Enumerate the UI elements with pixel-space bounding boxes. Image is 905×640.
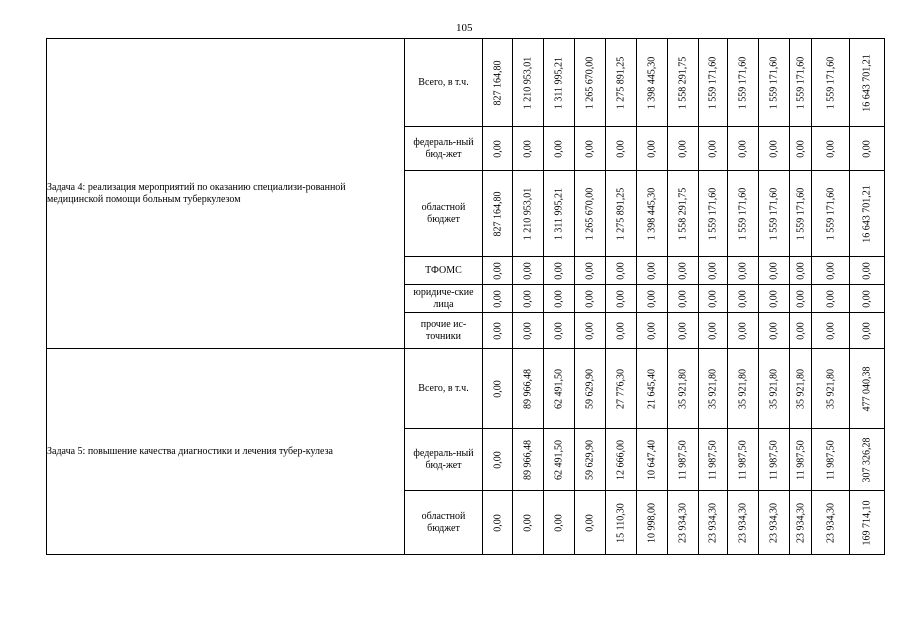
value-cell: [606, 313, 637, 349]
value-cell: [699, 491, 728, 555]
value-cell: [637, 313, 668, 349]
value-text: 11 987,50: [795, 439, 806, 480]
value-cell: [668, 285, 699, 313]
value-text: 15 110,30: [615, 502, 627, 543]
value-text: 35 921,80: [825, 368, 836, 409]
value-cell: [790, 171, 812, 257]
value-text: 0,00: [646, 261, 658, 280]
value-cell: [575, 39, 606, 127]
value-text: 0,00: [492, 450, 503, 469]
value-cell: [850, 171, 885, 257]
value-cell: [790, 491, 812, 555]
value-cell: [575, 171, 606, 257]
value-cell: [575, 285, 606, 313]
value-cell: [790, 313, 812, 349]
value-text: 1 558 291,75: [677, 187, 689, 240]
value-cell: [483, 127, 513, 171]
value-cell: [850, 491, 885, 555]
value-text: 0,00: [707, 261, 719, 280]
value-cell: [668, 257, 699, 285]
value-cell: [513, 171, 544, 257]
value-cell: [699, 127, 728, 171]
value-text: 1 559 171,60: [768, 56, 780, 109]
value-text: 827 164,80: [492, 191, 503, 236]
value-cell: [699, 171, 728, 257]
task-title: Задача 4: реализация мероприятий по оказанию специализи-рованной медицинской помощи больным туберкулезом: [47, 39, 405, 349]
value-cell: [637, 171, 668, 257]
value-text: 0,00: [861, 289, 873, 308]
value-text: 0,00: [768, 321, 780, 340]
value-text: 0,00: [553, 513, 565, 532]
funding-source: Всего, в т.ч.: [405, 39, 483, 127]
value-text: 1 265 670,00: [584, 56, 596, 109]
value-cell: [637, 127, 668, 171]
value-cell: [759, 429, 790, 491]
value-text: 0,00: [677, 321, 689, 340]
value-cell: [544, 491, 575, 555]
value-text: 23 934,30: [825, 502, 836, 543]
value-cell: [759, 171, 790, 257]
value-text: 0,00: [492, 513, 503, 532]
value-text: 35 921,80: [795, 368, 806, 409]
page-number: 105: [456, 22, 473, 34]
value-text: 59 629,90: [584, 439, 596, 480]
value-cell: [812, 285, 850, 313]
value-text: 23 934,30: [707, 502, 719, 543]
value-cell: [513, 127, 544, 171]
budget-table: [46, 38, 885, 555]
value-text: 0,00: [795, 289, 806, 308]
value-text: 0,00: [522, 139, 534, 158]
value-text: 10 647,40: [646, 439, 658, 480]
value-text: 0,00: [707, 289, 719, 308]
value-cell: [575, 127, 606, 171]
value-text: 1 311 995,21: [553, 187, 565, 240]
value-cell: [699, 313, 728, 349]
value-text: 35 921,80: [707, 368, 719, 409]
value-cell: [668, 127, 699, 171]
value-text: 0,00: [795, 321, 806, 340]
value-cell: [850, 39, 885, 127]
value-text: 1 559 171,60: [825, 187, 836, 240]
value-text: 0,00: [584, 261, 596, 280]
value-cell: [728, 313, 759, 349]
value-text: 1 559 171,60: [707, 56, 719, 109]
value-cell: [513, 39, 544, 127]
value-text: 0,00: [825, 321, 836, 340]
funding-source: областной бюджет: [405, 171, 483, 257]
value-cell: [812, 491, 850, 555]
value-text: 62 491,50: [553, 368, 565, 409]
value-cell: [812, 127, 850, 171]
value-text: 27 776,30: [615, 368, 627, 409]
value-cell: [606, 429, 637, 491]
value-text: 0,00: [553, 139, 565, 158]
value-cell: [728, 39, 759, 127]
value-text: 1 275 891,25: [615, 187, 627, 240]
value-text: 35 921,80: [677, 368, 689, 409]
value-cell: [790, 257, 812, 285]
table-row: [47, 39, 885, 127]
value-cell: [699, 429, 728, 491]
value-text: 1 210 953,01: [522, 187, 534, 240]
funding-source: федераль-ный бюд-жет: [405, 127, 483, 171]
value-text: 1 559 171,60: [768, 187, 780, 240]
value-cell: [637, 285, 668, 313]
value-cell: [850, 257, 885, 285]
value-cell: [575, 429, 606, 491]
value-cell: [544, 349, 575, 429]
value-text: 1 559 171,60: [795, 187, 806, 240]
value-text: 1 210 953,01: [522, 56, 534, 109]
value-text: 0,00: [795, 139, 806, 158]
value-cell: [812, 349, 850, 429]
value-cell: [483, 39, 513, 127]
value-text: 1 275 891,25: [615, 56, 627, 109]
value-cell: [483, 313, 513, 349]
value-text: 23 934,30: [677, 502, 689, 543]
value-text: 16 643 701,21: [861, 53, 873, 112]
value-cell: [728, 127, 759, 171]
value-text: 0,00: [615, 261, 627, 280]
table-row: [47, 349, 885, 429]
value-text: 23 934,30: [768, 502, 780, 543]
value-text: 11 987,50: [768, 439, 780, 480]
value-text: 0,00: [737, 261, 749, 280]
value-cell: [606, 257, 637, 285]
value-cell: [606, 349, 637, 429]
value-text: 11 987,50: [825, 439, 836, 480]
value-text: 0,00: [768, 289, 780, 308]
funding-source: областной бюджет: [405, 491, 483, 555]
funding-source: федераль-ный бюд-жет: [405, 429, 483, 491]
value-text: 23 934,30: [795, 502, 806, 543]
value-cell: [790, 39, 812, 127]
value-cell: [790, 285, 812, 313]
value-text: 0,00: [492, 289, 503, 308]
value-text: 0,00: [795, 261, 806, 280]
value-text: 0,00: [677, 289, 689, 308]
value-text: 1 559 171,60: [737, 187, 749, 240]
value-text: 62 491,50: [553, 439, 565, 480]
value-text: 59 629,90: [584, 368, 596, 409]
value-text: 0,00: [615, 139, 627, 158]
funding-source: юридиче-ские лица: [405, 285, 483, 313]
value-text: 0,00: [553, 289, 565, 308]
value-text: 89 966,48: [522, 439, 534, 480]
value-text: 0,00: [861, 321, 873, 340]
value-cell: [483, 429, 513, 491]
value-text: 12 666,00: [615, 439, 627, 480]
value-cell: [812, 171, 850, 257]
value-cell: [637, 429, 668, 491]
value-cell: [759, 285, 790, 313]
value-text: 1 559 171,60: [707, 187, 719, 240]
value-cell: [513, 285, 544, 313]
value-cell: [728, 491, 759, 555]
value-text: 0,00: [646, 139, 658, 158]
value-text: 1 559 171,60: [825, 56, 836, 109]
value-cell: [575, 349, 606, 429]
value-cell: [544, 127, 575, 171]
value-cell: [606, 171, 637, 257]
value-cell: [483, 285, 513, 313]
value-text: 0,00: [492, 261, 503, 280]
value-text: 35 921,80: [768, 368, 780, 409]
value-cell: [668, 171, 699, 257]
value-text: 307 326,28: [861, 437, 873, 482]
value-text: 0,00: [615, 321, 627, 340]
value-text: 1 398 445,30: [646, 56, 658, 109]
value-cell: [668, 491, 699, 555]
value-cell: [699, 285, 728, 313]
value-cell: [575, 313, 606, 349]
value-text: 0,00: [553, 321, 565, 340]
value-cell: [483, 257, 513, 285]
value-text: 0,00: [677, 139, 689, 158]
value-text: 23 934,30: [737, 502, 749, 543]
value-cell: [759, 491, 790, 555]
value-text: 0,00: [737, 321, 749, 340]
value-cell: [513, 491, 544, 555]
value-cell: [699, 39, 728, 127]
value-cell: [606, 285, 637, 313]
value-text: 11 987,50: [677, 439, 689, 480]
value-cell: [544, 285, 575, 313]
value-cell: [728, 285, 759, 313]
value-text: 0,00: [492, 379, 503, 398]
value-text: 1 398 445,30: [646, 187, 658, 240]
value-cell: [728, 349, 759, 429]
value-cell: [513, 313, 544, 349]
value-cell: [544, 39, 575, 127]
value-text: 0,00: [737, 289, 749, 308]
value-text: 0,00: [677, 261, 689, 280]
value-text: 89 966,48: [522, 368, 534, 409]
value-cell: [759, 127, 790, 171]
value-cell: [728, 171, 759, 257]
value-cell: [606, 127, 637, 171]
value-text: 0,00: [825, 289, 836, 308]
value-cell: [728, 429, 759, 491]
value-cell: [850, 127, 885, 171]
value-text: 0,00: [492, 321, 503, 340]
value-cell: [483, 171, 513, 257]
value-cell: [812, 257, 850, 285]
value-cell: [728, 257, 759, 285]
value-text: 0,00: [737, 139, 749, 158]
value-text: 169 714,10: [861, 500, 873, 545]
value-cell: [483, 349, 513, 429]
value-text: 827 164,80: [492, 60, 503, 105]
value-text: 35 921,80: [737, 368, 749, 409]
value-cell: [850, 313, 885, 349]
value-cell: [575, 491, 606, 555]
value-text: 0,00: [522, 289, 534, 308]
value-text: 0,00: [825, 261, 836, 280]
value-cell: [606, 491, 637, 555]
value-text: 0,00: [522, 321, 534, 340]
value-cell: [668, 39, 699, 127]
value-cell: [513, 429, 544, 491]
funding-source: Всего, в т.ч.: [405, 349, 483, 429]
value-text: 0,00: [522, 261, 534, 280]
value-text: 0,00: [768, 139, 780, 158]
value-cell: [759, 257, 790, 285]
value-text: 16 643 701,21: [861, 184, 873, 243]
value-cell: [668, 313, 699, 349]
value-text: 10 998,00: [646, 502, 658, 543]
value-cell: [668, 429, 699, 491]
value-cell: [544, 313, 575, 349]
task-title: Задача 5: повышение качества диагностики и лечения тубер-кулеза: [47, 349, 405, 555]
value-cell: [850, 285, 885, 313]
value-cell: [790, 127, 812, 171]
value-cell: [544, 429, 575, 491]
value-text: 0,00: [768, 261, 780, 280]
value-text: 0,00: [707, 139, 719, 158]
funding-source: прочие ис-точники: [405, 313, 483, 349]
value-text: 1 559 171,60: [795, 56, 806, 109]
value-cell: [759, 313, 790, 349]
value-text: 1 265 670,00: [584, 187, 596, 240]
value-cell: [637, 349, 668, 429]
value-cell: [513, 257, 544, 285]
value-text: 0,00: [584, 139, 596, 158]
value-cell: [790, 429, 812, 491]
value-text: 0,00: [492, 139, 503, 158]
value-text: 0,00: [646, 321, 658, 340]
value-cell: [637, 39, 668, 127]
value-cell: [606, 39, 637, 127]
value-text: 21 645,40: [646, 368, 658, 409]
value-cell: [850, 349, 885, 429]
value-text: 0,00: [861, 139, 873, 158]
value-cell: [699, 349, 728, 429]
value-text: 0,00: [553, 261, 565, 280]
value-cell: [575, 257, 606, 285]
value-text: 0,00: [584, 513, 596, 532]
value-cell: [759, 349, 790, 429]
value-text: 1 558 291,75: [677, 56, 689, 109]
value-cell: [513, 349, 544, 429]
value-cell: [759, 39, 790, 127]
value-cell: [668, 349, 699, 429]
value-cell: [790, 349, 812, 429]
value-cell: [483, 491, 513, 555]
value-text: 0,00: [707, 321, 719, 340]
value-cell: [544, 257, 575, 285]
value-text: 0,00: [646, 289, 658, 308]
value-text: 0,00: [861, 261, 873, 280]
value-text: 11 987,50: [737, 439, 749, 480]
value-text: 0,00: [522, 513, 534, 532]
funding-source: ТФОМС: [405, 257, 483, 285]
value-cell: [544, 171, 575, 257]
value-cell: [637, 257, 668, 285]
value-text: 0,00: [584, 289, 596, 308]
value-cell: [637, 491, 668, 555]
value-text: 1 559 171,60: [737, 56, 749, 109]
value-cell: [699, 257, 728, 285]
value-text: 1 311 995,21: [553, 56, 565, 109]
value-text: 11 987,50: [707, 439, 719, 480]
value-text: 0,00: [825, 139, 836, 158]
value-cell: [812, 429, 850, 491]
value-cell: [850, 429, 885, 491]
value-cell: [812, 39, 850, 127]
value-text: 0,00: [584, 321, 596, 340]
value-cell: [812, 313, 850, 349]
value-text: 0,00: [615, 289, 627, 308]
value-text: 477 040,38: [861, 366, 873, 411]
